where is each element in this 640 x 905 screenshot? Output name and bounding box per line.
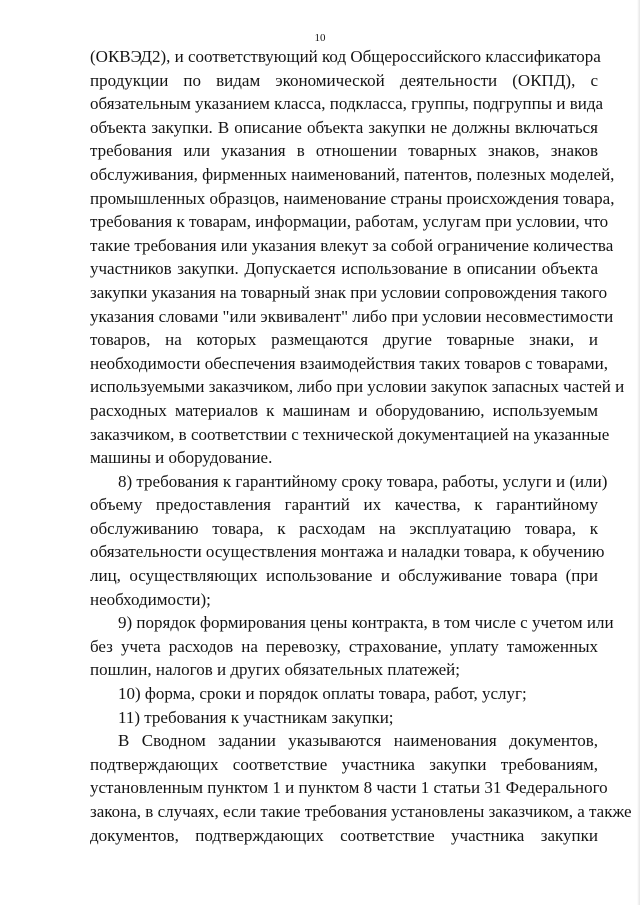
paragraph	[90, 682, 598, 706]
text-line: пошлин, налогов и других обязательных платежей;	[90, 660, 460, 680]
text-line: обязательным указанием класса, подкласса, группы, подгруппы и вида	[90, 94, 604, 114]
text-line: 11) требования к участникам закупки;	[118, 707, 394, 727]
text-line: необходимости);	[90, 589, 211, 609]
text-line: документов, подтверждающих соответствие участника закупки	[90, 825, 598, 845]
text-line: товаров, на которых размещаются другие товарные знаки, и	[90, 330, 598, 350]
text-line: 9) порядок формирования цены контракта, в том числе с учетом или	[118, 613, 614, 633]
text-line: без учета расходов на перевозку, страхование, уплату таможенных	[90, 636, 598, 656]
text-line: заказчиком, в соответствии с технической документацией на указанные	[90, 424, 610, 444]
text-line: установленным пунктом 1 и пунктом 8 части 1 статьи 31 Федерального	[90, 778, 608, 798]
text-line: 10) форма, сроки и порядок оплаты товара, работ, услуг;	[118, 684, 527, 704]
text-line: лиц, осуществляющих использование и обслуживание товара (при	[90, 566, 598, 586]
page-number: 10	[314, 32, 326, 44]
text-line: расходных материалов к машинам и оборудованию, используемым	[90, 400, 598, 420]
paragraph	[90, 706, 598, 730]
paragraph	[90, 470, 608, 612]
paragraph	[90, 611, 614, 682]
document-body	[90, 45, 632, 847]
text-line: обязательности осуществления монтажа и наладки товара, к обучению	[90, 542, 605, 562]
text-line: закона, в случаях, если такие требования установлены заказчиком, а также	[90, 802, 632, 821]
text-line: (ОКВЭД2), и соответствующий код Общероссийского классификатора	[90, 47, 601, 66]
text-line: обслуживанию товара, к расходам на эксплуатацию товара, к	[90, 518, 598, 538]
text-line: требования к товарам, информации, работам, услугам при условии, что	[90, 212, 609, 232]
text-line: требования или указания в отношении товарных знаков, знаков	[90, 141, 598, 161]
text-line: объему предоставления гарантий их качества, к гарантийному	[90, 495, 598, 515]
text-line: объекта закупки. В описание объекта закупки не должны включаться	[90, 117, 598, 137]
text-line: указания словами "или эквивалент" либо при условии несовместимости	[90, 306, 614, 326]
text-line: необходимости обеспечения взаимодействия таких товаров с товарами,	[90, 353, 609, 373]
text-line: продукции по видам экономической деятельности (ОКПД), с	[90, 70, 598, 90]
paragraph	[90, 45, 625, 470]
text-line: участников закупки. Допускается использование в описании объекта	[90, 259, 598, 279]
text-line: используемыми заказчиком, либо при условии закупок запасных частей и	[90, 377, 625, 397]
paragraph	[90, 729, 632, 847]
text-line: обслуживания, фирменных наименований, патентов, полезных моделей,	[90, 164, 615, 184]
text-line: подтверждающих соответствие участника закупки требованиям,	[90, 754, 598, 774]
text-line: В Сводном задании указываются наименования документов,	[118, 731, 598, 751]
text-line: машины и оборудование.	[90, 448, 273, 468]
text-line: закупки указания на товарный знак при условии сопровождения такого	[90, 282, 608, 302]
text-line: 8) требования к гарантийному сроку товара, работы, услуги и (или)	[118, 471, 608, 491]
text-line: такие требования или указания влекут за собой ограничение количества	[90, 235, 614, 255]
text-line: промышленных образцов, наименование страны происхождения товара,	[90, 188, 615, 208]
